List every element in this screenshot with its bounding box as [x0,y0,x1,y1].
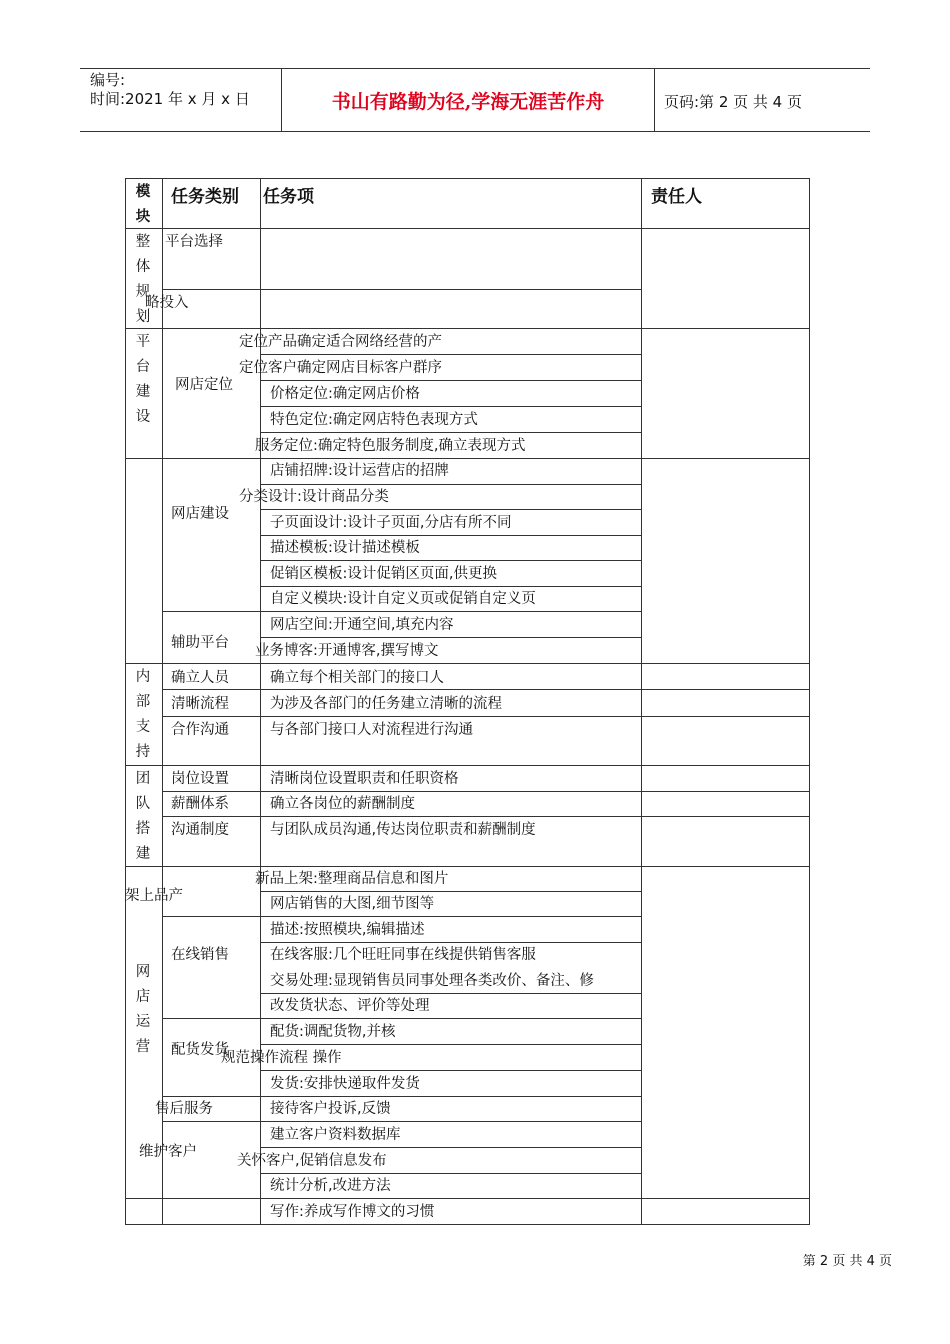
table-rule [260,406,641,407]
item-pos-feature: 特色定位:确定网店特色表现方式 [270,412,478,428]
category-confirm-staff: 确立人员 [171,670,229,686]
item-op-pics: 网店销售的大图,细节图等 [270,896,435,912]
table-rule [260,535,641,536]
category-shelf: 架上品产 [125,888,183,904]
module-internal: 内部支持 [135,669,151,760]
col-header-owner: 责任人 [651,187,702,207]
item-aux-space: 网店空间:开通空间,填充内容 [270,617,454,633]
category-online-sale: 在线销售 [171,947,229,963]
table-rule [162,1018,641,1019]
item-build-subpage: 子页面设计:设计子页面,分店有所不同 [270,515,512,531]
item-pos-service: 服务定位:确定特色服务制度,确立表现方式 [255,438,526,454]
item-op-trade-b: 改发货状态、评价等处理 [270,998,430,1014]
item-op-care: 关怀客户,促销信息发布 [237,1153,387,1169]
table-rule [260,942,641,943]
table-rule [162,791,809,792]
table-rule [162,611,641,612]
item-int-process: 为涉及各部门的任务建立清晰的流程 [270,696,502,712]
category-aux-platform: 辅助平台 [171,635,229,651]
item-team-salary: 确立各岗位的薪酬制度 [270,796,415,812]
item-op-ship: 发货:安排快递取件发货 [270,1076,420,1092]
table-rule [125,178,126,1224]
item-op-feedback: 接待客户投诉,反馈 [270,1101,391,1117]
table-rule [125,458,809,459]
table-rule [162,1121,641,1122]
item-op-stats: 统计分析,改进方法 [270,1178,391,1194]
table-rule [809,178,810,1224]
table-rule [162,178,163,1224]
category-comm-system: 沟通制度 [171,822,229,838]
category-platform-select: 平台选择 [165,234,223,250]
header-meta [90,71,250,109]
item-op-shelf: 新品上架:整理商品信息和图片 [255,871,449,887]
item-op-database: 建立客户资料数据库 [270,1127,401,1143]
footer-page-number: 第 2 页 共 4 页 [802,1254,892,1269]
header-divider [654,69,655,131]
table-rule [260,484,641,485]
item-build-custom: 自定义模块:设计自定义页或促销自定义页 [270,591,536,607]
category-customer: 维护客户 [139,1144,197,1160]
category-coop-comm: 合作沟通 [171,722,229,738]
category-shop-position: 网店定位 [175,377,233,393]
table-rule [125,1224,810,1225]
module-team: 团队搭建 [135,771,151,862]
col-header-item: 任务项 [263,187,314,207]
item-int-comm: 与各部门接口人对流程进行沟通 [270,722,473,738]
table-rule [260,586,641,587]
table-rule [125,1198,809,1199]
table-rule [125,178,809,179]
table-rule [260,432,641,433]
table-rule [260,993,641,994]
item-pos-product: 定位产品确定适合网络经营的产 [239,334,442,350]
category-salary: 薪酬体系 [171,796,229,812]
item-aux-blog: 业务博客:开通博客,撰写博文 [255,643,439,659]
item-int-staff: 确立每个相关部门的接口人 [270,670,444,686]
item-team-post: 清晰岗位设置职责和任职资格 [270,771,459,787]
item-op-norm: 规范操作流程 操作 [221,1050,342,1066]
table-rule [125,765,809,766]
table-rule [125,866,809,867]
table-rule [260,380,641,381]
col-header-module: 模块 [135,184,151,225]
item-op-writing: 写作:养成写作博文的习惯 [270,1204,435,1220]
item-op-online: 在线客服:几个旺旺同事在线提供销售客服 [270,947,536,963]
table-rule [260,1070,641,1071]
table-rule [260,560,641,561]
category-budget: 略投入 [145,295,189,311]
module-platform: 平台建设 [135,334,151,425]
table-rule [125,663,809,664]
table-rule [162,1096,641,1097]
module-planning: 整体规划 [135,234,151,325]
page-header [80,68,870,132]
item-build-promo: 促销区模板:设计促销区页面,供更换 [270,566,497,582]
table-rule [162,689,809,690]
table-rule [162,289,641,290]
table-rule [641,178,642,1224]
table-rule [125,328,809,329]
table-rule [260,891,641,892]
table-rule [260,1147,641,1148]
category-after-sale: 售后服务 [155,1101,213,1117]
item-pos-customer: 定位客户确定网店目标客户群序 [239,360,442,376]
item-op-trade-a: 交易处理:显现销售员同事处理各类改价、备注、修 [270,973,594,989]
table-rule [260,637,641,638]
table-rule [162,916,641,917]
category-shop-build: 网店建设 [171,506,229,522]
table-rule [162,816,809,817]
module-operation: 网店运营 [135,964,151,1055]
item-team-comm: 与团队成员沟通,传达岗位职责和薪酬制度 [270,822,536,838]
item-build-category: 分类设计:设计商品分类 [239,489,389,505]
table-rule [162,716,809,717]
task-table [125,178,809,1224]
col-header-category: 任务类别 [171,187,239,207]
header-number: 编号: [90,71,126,89]
table-rule [260,354,641,355]
category-delivery: 配货发货 [171,1042,229,1058]
item-build-desc: 描述模板:设计描述模板 [270,540,420,556]
category-post-setup: 岗位设置 [171,771,229,787]
table-rule [260,509,641,510]
item-pos-price: 价格定位:确定网店价格 [270,386,420,402]
table-rule [260,1044,641,1045]
header-time: 时间:2021 年 x 月 x 日 [90,90,250,108]
header-page-number: 页码:第 2 页 共 4 页 [664,93,802,111]
table-rule [260,1173,641,1174]
item-op-pick: 配货:调配货物,并核 [270,1024,396,1040]
item-op-describe: 描述:按照模块,编辑描述 [270,922,425,938]
item-build-banner: 店铺招牌:设计运营店的招牌 [270,463,449,479]
table-rule [125,228,809,229]
category-clear-process: 清晰流程 [171,696,229,712]
header-motto: 书山有路勤为径,学海无涯苦作舟 [331,91,605,113]
